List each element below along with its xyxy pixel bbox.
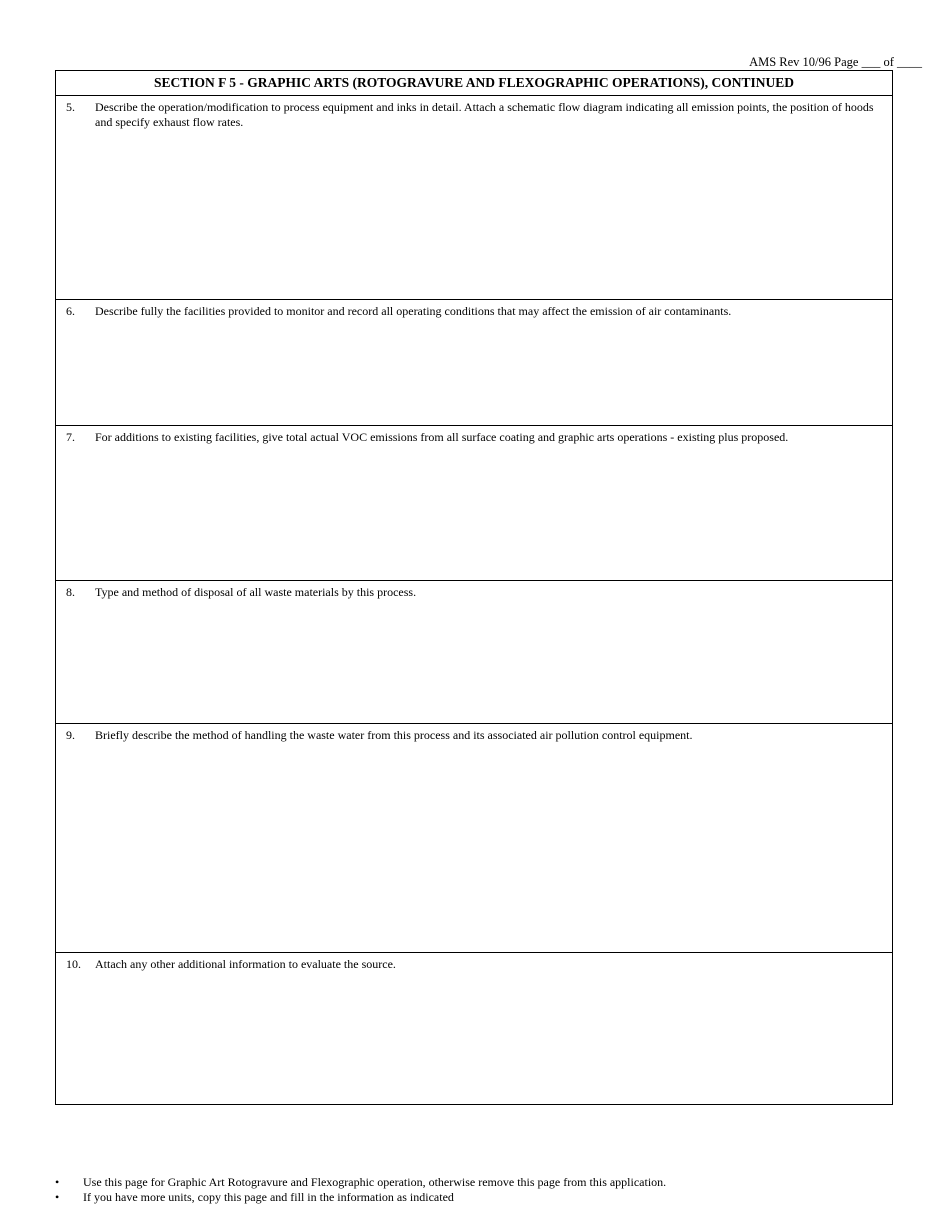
question-number: 8. [66,585,75,599]
instruction-note [55,1190,666,1205]
question-text: Type and method of disposal of all waste materials by this process. [95,585,417,599]
question-text: Attach any other additional information to evaluate the source. [95,957,396,971]
question-6[interactable] [56,300,892,426]
form-section-f5 [55,70,893,1105]
question-5[interactable] [56,96,892,300]
instruction-note-text: Use this page for Graphic Art Rotogravure and Flexographic operation, otherwise remove this page from this application. [83,1175,667,1189]
question-number: 10. [66,957,81,971]
question-text: Briefly describe the method of handling the waste water from this process and its associated air pollution control equipment. [95,728,693,742]
question-number: 7. [66,430,75,444]
question-9[interactable] [56,724,892,953]
question-number: 9. [66,728,75,742]
bullet-icon: • [55,1190,60,1204]
form-revision-page-number: AMS Rev 10/96 Page ___ of ____ [749,55,922,69]
section-title: SECTION F 5 - GRAPHIC ARTS (ROTOGRAVURE AND FLEXOGRAPHIC OPERATIONS), CONTINUED [56,71,892,96]
bullet-icon: • [55,1175,60,1189]
question-text: Describe the operation/modification to process equipment and inks in detail. Attach a schematic flow diagram indicating all emission points, the position of hoods and specify exhaust flow rates. [95,100,874,129]
question-7[interactable] [56,426,892,581]
instruction-note [55,1175,666,1190]
question-8[interactable] [56,581,892,724]
instruction-note-text: If you have more units, copy this page and fill in the information as indicated [83,1190,454,1204]
question-text: For additions to existing facilities, give total actual VOC emissions from all surface coating and graphic arts operations - existing plus proposed. [95,430,789,444]
instruction-notes [55,1175,666,1205]
question-text: Describe fully the facilities provided to monitor and record all operating conditions that may affect the emission of air contaminants. [95,304,732,318]
question-10[interactable] [56,953,892,1105]
question-number: 5. [66,100,75,114]
question-number: 6. [66,304,75,318]
